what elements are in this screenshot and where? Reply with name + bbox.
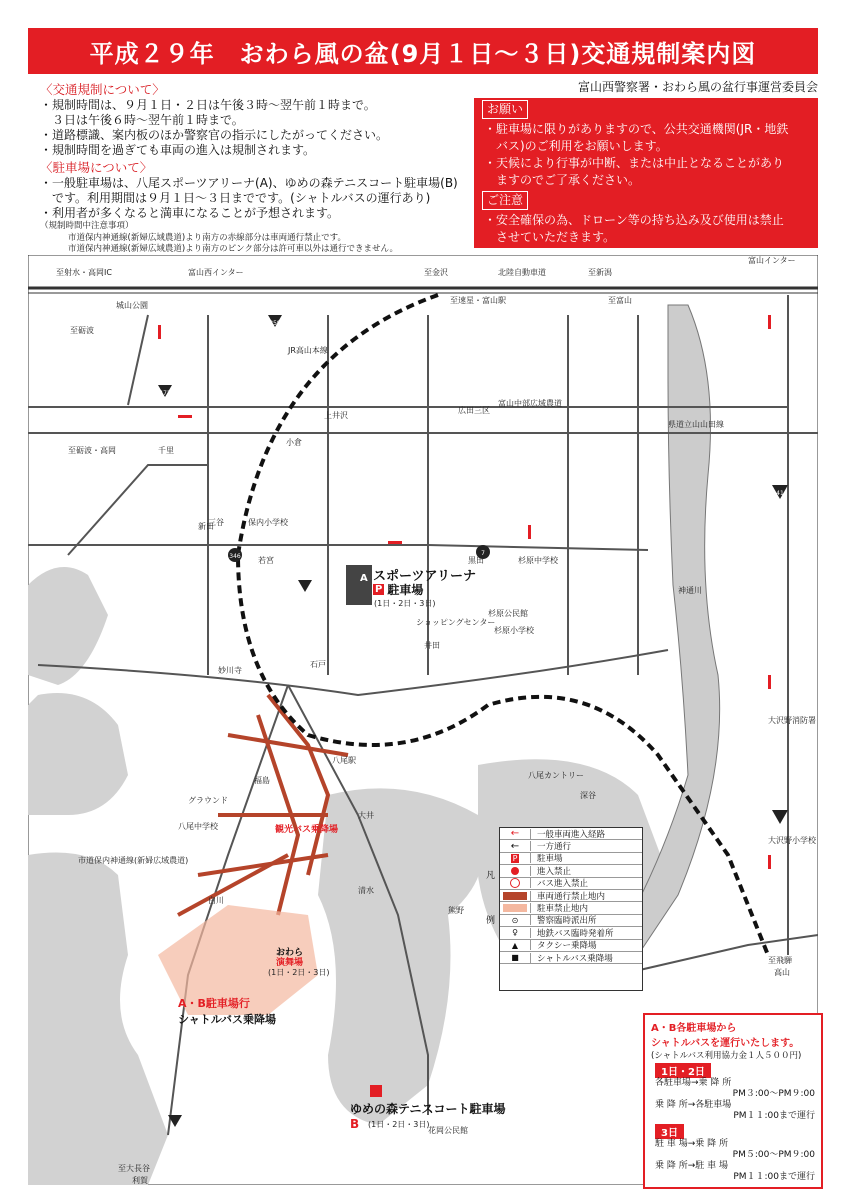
caution-item: させていただきます。 [484, 230, 616, 244]
parking-heading: 〈駐車場について〉 [40, 160, 153, 175]
legend-row [500, 853, 642, 865]
arena-parking-label: 駐車場 [387, 583, 424, 597]
label-to-oonagatani: 至大長谷 [118, 1164, 150, 1173]
legend-label: 一方通行 [537, 842, 572, 853]
request-item: バス)のご利用をお願いします。 [484, 139, 668, 153]
shuttle-heading1: A・B各駐車場から [651, 1023, 737, 1034]
ab-shuttle-label [178, 995, 276, 1027]
label-to-hida: 至飛騨 [768, 956, 792, 965]
label-ooi: 大井 [358, 811, 374, 820]
legend-label: 車両通行禁止地内 [537, 891, 606, 902]
label-to-niigata: 至新潟 [588, 268, 612, 277]
legend-row [500, 890, 642, 902]
label-nakabu-road: 富山中部広域農道 [498, 399, 562, 408]
label-shirakawa: 白川 [208, 896, 224, 905]
legend-row [500, 940, 642, 952]
shuttle-heading2: シャトルバスを運行いたします。 [651, 1038, 800, 1049]
label-takayama: 高山 [774, 968, 790, 977]
notice-box [474, 98, 818, 248]
label-to-hayahoshi: 至速星・富山駅 [450, 296, 506, 305]
label-shimizu: 清水 [358, 886, 374, 895]
label-mitani: 三谷 [208, 518, 224, 527]
request-heading: お願い [482, 100, 528, 119]
request-item: ますのでご了承ください。 [484, 173, 641, 187]
label-wakamiya: 若宮 [258, 556, 274, 565]
yume-days: (1日・2日・3日) [368, 1120, 430, 1129]
route-41-number: 41 [776, 490, 784, 497]
legend-label: 一般車両進入経路 [537, 829, 606, 840]
label-fukushima: 福島 [254, 776, 270, 785]
label-to-tonami-takaoka: 至砺波・高岡 [68, 446, 116, 455]
legend-symbol-icon [500, 866, 531, 876]
note-item: 市道保内神通線(新婦広域農道)より南方の赤線部分は車両通行禁止です。 [68, 232, 346, 243]
legend-symbol-icon: ♀ [500, 928, 531, 938]
legend-row [500, 915, 642, 927]
label-toyama-nishi-ic: 富山西インター [188, 268, 244, 277]
label-shopping-center: ショッピングセンター [416, 618, 496, 627]
legend-row [500, 952, 642, 964]
label-kamiizawa: 上井沢 [324, 411, 348, 420]
label-sugihara-hall: 杉原公民館 [488, 609, 528, 618]
label-owara-days: (1日・2日・3日) [268, 968, 330, 977]
legend-symbol-icon: P [500, 853, 531, 863]
yume-letter: B [350, 1117, 360, 1131]
legend-row [500, 865, 642, 877]
legend-side-bottom: 例 [486, 916, 496, 926]
label-toga: 利賀 [132, 1176, 148, 1185]
map-legend [486, 827, 643, 991]
rule-item: ・規制時間は、９月１日・２日は午後３時〜翌午前１時まで。 [40, 98, 376, 112]
legend-symbol-icon: ← [500, 841, 531, 851]
legend-row [500, 902, 642, 914]
legend-row [500, 878, 642, 890]
label-jr-takayama: JR高山本線 [288, 346, 328, 355]
label-hanaoka-hall: 花岡公民館 [428, 1126, 468, 1135]
shuttle-row2a: 乗 降 所→各駐車場 [655, 1100, 732, 1110]
label-to-toyama: 至富山 [608, 296, 632, 305]
kanko-bus-stop: 観光バス乗降場 [275, 825, 339, 835]
parking-p-icon: P [375, 584, 383, 595]
label-hida-road: 市道保内神通線(新婦広域農道) [78, 856, 189, 865]
sports-arena-name: スポーツアリーナ [373, 569, 476, 584]
shuttle-day12-badge: 1日・2日 [655, 1063, 711, 1078]
shuttle-row1a: 各駐車場→乗 降 所 [655, 1078, 732, 1088]
shuttle-row3b: PM５:00〜PM９:00 [732, 1150, 815, 1160]
notes-heading: （規制時間中注意事項） [40, 221, 134, 231]
label-yatsuo-station: 八尾駅 [332, 756, 356, 765]
label-ide: 井田 [424, 641, 440, 650]
traffic-rules-heading: 〈交通規制について〉 [40, 82, 165, 97]
label-sugihara-es: 杉原小学校 [494, 626, 534, 635]
label-oizawa-es: 大沢野小学校 [768, 836, 816, 845]
label-oizawa-fire: 大沢野消防署 [768, 716, 816, 725]
legend-label: 地鉄バス臨時発着所 [537, 928, 614, 939]
label-hirota: 広田三区 [458, 406, 490, 415]
caution-heading: ご注意 [482, 191, 528, 210]
parking-item: ・一般駐車場は、八尾スポーツアリーナ(A)、ゆめの森テニスコート駐車場(B) [40, 176, 458, 190]
label-to-kanazawa: 至金沢 [424, 268, 448, 277]
legend-symbol-icon [500, 878, 531, 888]
traffic-rules [40, 80, 458, 267]
route-7-number: 7 [481, 550, 485, 557]
label-ogura: 小倉 [286, 438, 302, 447]
legend-row [500, 927, 642, 939]
legend-symbol-icon [500, 891, 531, 901]
yume-tennis-name: ゆめの森テニスコート駐車場 [350, 1102, 506, 1116]
rule-item: ・規制時間を過ぎても車両の進入は規制されます。 [40, 143, 316, 157]
label-myokawa: 妙川寺 [218, 666, 242, 675]
route-472-number: 472 [159, 390, 171, 397]
label-kumano: 熊野 [448, 906, 464, 915]
route-346-number: 346 [229, 553, 241, 560]
label-chisato: 千里 [158, 446, 174, 455]
legend-label: 警察臨時派出所 [537, 916, 597, 927]
label-to-imizu: 至射水・高岡IC [56, 268, 112, 277]
legend-label: タクシー乗降場 [537, 941, 597, 952]
legend-label: 駐車場 [537, 854, 563, 865]
ab-shuttle-line1: A・B駐車場行 [178, 997, 250, 1010]
legend-label: 駐車禁止地内 [537, 904, 589, 915]
legend-symbol-icon: ⊙ [500, 915, 531, 925]
legend-row [500, 840, 642, 852]
legend-symbol-icon: ■ [500, 953, 531, 963]
shuttle-fare: (シャトルバス利用協力金１人５００円) [651, 1051, 802, 1061]
arena-letter: A [360, 573, 368, 584]
arena-parking [373, 581, 423, 598]
label-ishido: 石戸 [310, 660, 326, 669]
legend-label: シャトルバス乗降場 [537, 953, 613, 964]
caution-item: ・安全確保の為、ドローン等の持ち込み及び使用は禁止 [484, 213, 784, 227]
label-owara-stage: 演舞場 [276, 958, 304, 968]
parking-item: ・利用者が多くなると満車になることが予想されます。 [40, 206, 340, 220]
label-kensei-road: 県道立山山田線 [668, 420, 724, 429]
legend-row [500, 828, 642, 840]
label-jinzu-river: 神通川 [678, 586, 702, 595]
label-hokunai-school: 保内小学校 [248, 518, 288, 527]
shuttle-info [643, 1013, 823, 1189]
parking-item: です。利用期間は９月１日〜３日までです。(シャトルバスの運行あり) [40, 191, 431, 205]
label-toyama-ic: 富山インター [748, 256, 796, 265]
legend-symbol-icon [500, 903, 531, 913]
label-sugihara-jhs: 杉原中学校 [518, 556, 558, 565]
shuttle-row4b: PM１１:00まで運行 [733, 1172, 815, 1182]
label-yatsuo-jhs: 八尾中学校 [178, 822, 218, 831]
label-ground: グラウンド [188, 796, 228, 805]
rule-item: ３日は午後６時〜翌午前１時まで。 [40, 113, 244, 127]
label-fukaya: 深谷 [580, 791, 596, 800]
label-to-tonami: 至砺波 [70, 326, 94, 335]
legend-side-top: 凡 [486, 871, 496, 881]
shuttle-row2b: PM１１:00まで運行 [733, 1111, 815, 1121]
rule-item: ・道路標識、案内板のほか警察官の指示にしたがってください。 [40, 128, 389, 142]
shuttle-row4a: 乗 降 所→駐 車 場 [655, 1161, 728, 1171]
label-owara: おわら [276, 948, 304, 958]
label-kuroda: 黒田 [468, 556, 484, 565]
page-title: 平成２９年 おわら風の盆(9月１日〜３日)交通規制案内図 [28, 28, 818, 74]
arena-days: (1日・2日・3日) [374, 599, 436, 608]
request-item: ・天候により行事が中断、または中止となることがあり [484, 156, 785, 170]
ab-shuttle-line2: シャトルバス乗降場 [178, 1013, 277, 1026]
legend-symbol-icon: ▲ [500, 940, 531, 950]
label-shinden: 新田 [198, 522, 214, 531]
shuttle-row1b: PM３:00〜PM９:00 [732, 1089, 815, 1099]
note-item: 市道保内神通線(新婦広域農道)より南方のピンク部分は許可車以外は通行できません。 [68, 244, 398, 254]
route-359-number: 359 [269, 320, 281, 327]
legend-label: 進入禁止 [537, 866, 572, 877]
request-item: ・駐車場に限りがありますので、公共交通機関(JR・地鉄 [484, 122, 789, 136]
label-hokuriku-expressway: 北陸自動車道 [498, 268, 546, 277]
shuttle-row3a: 駐 車 場→乗 降 所 [655, 1139, 728, 1149]
legend-symbol-icon: ← [500, 829, 531, 839]
legend-rows [500, 828, 642, 964]
legend-label: バス進入禁止 [537, 879, 589, 890]
shuttle-day3-badge: 3日 [655, 1124, 684, 1139]
organizer: 富山西警察署・おわら風の盆行事運営委員会 [577, 80, 818, 94]
label-yatsuo-country: 八尾カントリー [528, 771, 584, 780]
label-ojiyama-park: 城山公園 [116, 301, 148, 310]
